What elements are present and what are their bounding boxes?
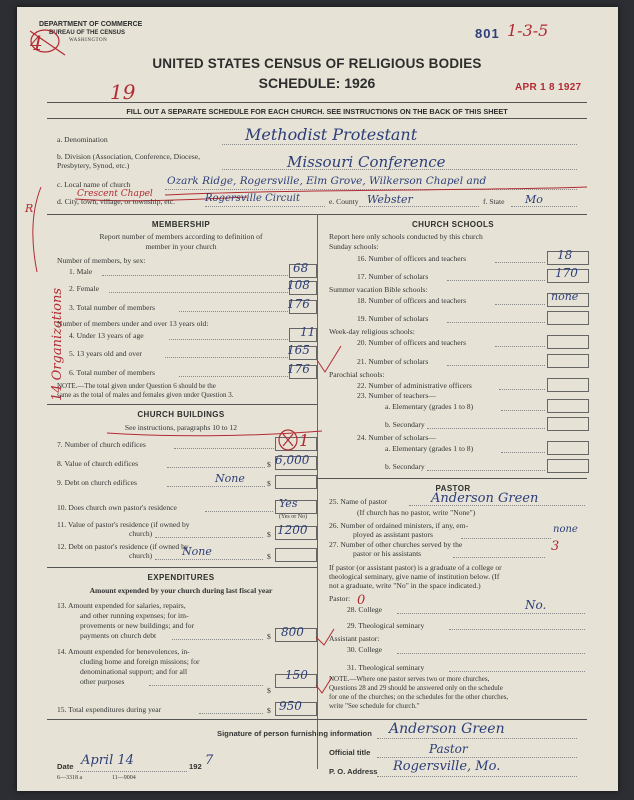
pastor-sublabel: Pastor: [329, 594, 351, 603]
q28-value: No. [525, 598, 547, 612]
q1-value: 68 [293, 261, 309, 275]
q6-value: 176 [287, 362, 310, 376]
q8-label: 8. Value of church edifices [57, 459, 139, 468]
q25-hint: (If church has no pastor, write "None") [357, 508, 476, 517]
graduate-instruction-1: If pastor (or assistant pastor) is a graduate of a college or [329, 563, 502, 572]
local-name-value: Ozark Ridge, Rogersville, Elm Grove, Wilkerson Chapel and [167, 175, 487, 187]
q21-label: 21. Number of scholars [357, 357, 429, 366]
pastor-heading: PASTOR [435, 484, 471, 493]
membership-intro-2: member in your church [145, 242, 217, 251]
state-label: f. State [483, 197, 505, 206]
q23-label: 23. Number of teachers— [357, 391, 436, 400]
circled-mark: 4 [30, 31, 43, 55]
q9-label: 9. Debt on church edifices [57, 478, 137, 487]
q31-label: 31. Theological seminary [347, 663, 425, 672]
expenditures-sub: Amount expended by your church during last fiscal year [89, 586, 273, 595]
division-value: Missouri Conference [287, 153, 446, 171]
q11-label-2: church) [129, 529, 153, 538]
q12-label-2: church) [129, 551, 153, 560]
bureau-name: BUREAU OF THE CENSUS [49, 30, 126, 36]
q24b-label: b. Secondary [385, 462, 425, 471]
q24-label: 24. Number of scholars— [357, 433, 436, 442]
date-value: April 14 [81, 753, 134, 768]
pastor-note-3: for one of the churches; on the schedules for the other churches, [329, 693, 509, 701]
q27-value: 3 [551, 539, 560, 554]
handwritten-number: 19 [110, 80, 136, 104]
q6-label: 6. Total number of members [69, 368, 156, 377]
q26-label-2: ployed as assistant pastors [353, 530, 433, 539]
q3-value: 176 [287, 297, 310, 311]
q14-label-1: 14. Amount expended for benevolences, in- [57, 647, 190, 656]
q25-label: 25. Name of pastor [329, 497, 388, 506]
denomination-value: Methodist Protestant [245, 125, 418, 144]
division-label: b. Division (Association, Conference, Diocese, Presbytery, Synod, etc.) [57, 152, 200, 170]
city-label: d. City, town, village, or township, etc. [57, 197, 176, 206]
q23a-label: a. Elementary (grades 1 to 8) [385, 402, 474, 411]
q23b-label: b. Secondary [385, 420, 425, 429]
q7-label: 7. Number of church edifices [57, 440, 146, 449]
form-number: 801 [475, 26, 500, 41]
summer-schools-label: Summer vacation Bible schools: [329, 285, 428, 294]
graduate-instruction-3: not a graduate, write "No" in the space indicated.) [329, 581, 481, 590]
form-title: UNITED STATES CENSUS OF RELIGIOUS BODIES [152, 56, 482, 71]
q13-label-2: and other running expenses; for im- [80, 611, 189, 620]
pastor-note-4: write "See schedule for church." [329, 702, 420, 710]
date-label: Date [57, 762, 74, 771]
pastor-note-2: Questions 28 and 29 should be answered only on the schedule [329, 684, 503, 692]
q25-value: Anderson Green [431, 491, 539, 506]
q26-value: none [553, 524, 578, 535]
pastor-note-1: NOTE.—Where one pastor serves two or more churches, [329, 675, 490, 683]
members-by-sex-label: Number of members, by sex: [57, 256, 146, 265]
circled-x-icon [277, 428, 299, 452]
sunday-schools-label: Sunday schools: [329, 242, 379, 251]
q13-label-3: provements or new buildings; and for [80, 621, 195, 630]
po-address-label: P. O. Address [329, 767, 378, 776]
q5-label: 5. 13 years old and over [69, 349, 142, 358]
church-schools-heading: CHURCH SCHOOLS [411, 220, 495, 229]
assistant-pastor-sublabel: Assistant pastor: [329, 634, 380, 643]
q18-label: 18. Number of officers and teachers [357, 296, 467, 305]
q12-label: 12. Debt on pastor's residence (if owned by [57, 542, 189, 551]
q28-label: 28. College [347, 605, 383, 614]
handwritten-top-right: 1-3-5 [507, 21, 549, 40]
q20-label: 20. Number of officers and teachers [357, 338, 467, 347]
q15-label: 15. Total expenditures during year [57, 705, 162, 714]
parochial-schools-label: Parochial schools: [329, 370, 385, 379]
census-schedule-sheet: DEPARTMENT OF COMMERCE BUREAU OF THE CENSUS WASHINGTON 4 801 1-3-5 UNITED STATES CENSUS OF RELIGIOUS BODIES SCHEDULE: 1926 19 APR 1 8 1927 FILL OUT A SEPARATE SCHEDULE FOR EACH CHURCH. SEE INSTRUCTIONS ON THE BACK OF THIS SHEET a. Denomination Methodist Protestant b. Division (Association, Conference, Diocese, Presbytery, Synod, etc.) Missouri Conference c. Local name of church Ozark Ridge, Rogersville, Elm Grove, Wilkerson Chapel and Crescent Chapel d. City, town, village, or township, etc. Rogersville Circuit e. County Webster f. State Mo 14 Organizations R MEMBERSHIP Report number of members according to definition of member in your church Number of members, by sex: 1. Male 68 2. Female 108 3. Total number of members 176 Number of members under and over 13 years old: 4. Under 13 years of age 11 5. 13 years old and over 165 6. Total number of members 176 NOTE.—The total given under Question 6 should be the same as the total of males and females given under Question 3. CHURCH BUILDINGS See instructions, paragraphs 10 to 12 7. Number of church edifices 1 8. Value of church edifices $ 6,000 9. Debt on church edifices $ None 10. Does church own pastor's residence Yes (Yes or No) 11. Value of pastor's residence (if owned by church) $ 1200 12. Debt on pastor's residence (if owned by church) $ None EXPENDITURES Amount expended by your church during last fiscal year 13. Amount expended for salaries, repairs, and other running expenses; for im- provements or new buildings; and for payments on church debt $ 800 14. Amount expended for benevolences, in- cluding home and foreign missions; for denominational support; and for all other purposes $ 150 15. Total expenditures during year $ 950 CHURCH SCHOOLS Report here only schools conducted by this church Sunday schools: 16. Number of officers and teachers 18 17. Number of scholars 170 Summer vacation Bible schools: 18. Number of officers and teachers none 19. Number of scholars Week-day religious schools: 20. Number of officers and teachers 21. Number of scholars Parochial schools: 22. Number of administrative officers 23. Number of teachers— a. Elementary (grades 1 to 8) b. Secondary 24. Number of scholars— a. Elementary (grades 1 to 8) b. Secondary PASTOR 25. Name of pastor Anderson Green (If church has no pastor, write "None") 26. Number of ordained ministers, if any, em- ployed as assistant pastors none 27. Number of other churches served by the pastor or his assistants 3 If pastor (or assistant pastor) is a graduate of a college or theological seminary, give name of institution below. (If not a graduate, write "No" in the space indicated.) Pastor: 28. College No. 0 29. Theological seminary Assistant pastor: 30. College 31. Theological seminary NOTE.—Where one pastor serves two or more churches, Questions 28 and 29 should be answered only on the schedule for one of the churches; on the schedules for the other churches, write "See schedule for church." Signature of person furnishing information Anderson Green Official title Pastor Date April 14 192 7 P. O. Address Rogersville, Mo. 6—3318 a 11—9004 [17, 7, 618, 791]
print-code: 11—9004 [112, 775, 136, 781]
q10-hint: (Yes or No) [279, 514, 308, 520]
q2-label: 2. Female [69, 284, 99, 293]
form-code: 6—3318 a [57, 775, 83, 781]
q4-label: 4. Under 13 years of age [69, 331, 144, 340]
q11-label: 11. Value of pastor's residence (if owned by [57, 520, 190, 529]
q30-label: 30. College [347, 645, 383, 654]
membership-note-1: NOTE.—The total given under Question 6 should be the [57, 382, 216, 390]
year-value: 7 [205, 753, 214, 768]
q29-label: 29. Theological seminary [347, 621, 425, 630]
q14-value: 150 [285, 668, 308, 682]
q13-label-4: payments on church debt [80, 631, 157, 640]
q13-label-1: 13. Amount expended for salaries, repairs, [57, 601, 186, 610]
q1-label: 1. Male [69, 267, 93, 276]
received-date-stamp: APR 1 8 1927 [515, 82, 582, 93]
q5-value: 165 [287, 343, 310, 357]
membership-intro-1: Report number of members according to definition of [99, 232, 263, 241]
city-value: Rogersville Circuit [205, 193, 301, 204]
bureau-city: WASHINGTON [69, 38, 108, 43]
q14-label-3: denominational support; and for all [80, 667, 188, 676]
church-buildings-heading: CHURCH BUILDINGS [137, 410, 225, 419]
q17-label: 17. Number of scholars [357, 272, 429, 281]
q27-label-1: 27. Number of other churches served by the [329, 540, 463, 549]
official-title-label: Official title [329, 748, 371, 757]
form-subtitle: SCHEDULE: 1926 [258, 75, 376, 91]
church-schools-intro: Report here only schools conducted by this church [329, 232, 483, 241]
q15-value: 950 [279, 699, 302, 713]
membership-note-2: same as the total of males and females given under Question 3. [57, 391, 234, 399]
q12-value: None [182, 545, 212, 558]
q11-value: 1200 [277, 523, 308, 537]
department-name: DEPARTMENT OF COMMERCE [39, 21, 143, 28]
local-name-label: c. Local name of church [57, 180, 131, 189]
members-by-age-label: Number of members under and over 13 years old: [57, 319, 209, 328]
q8-value: 6,000 [275, 453, 310, 467]
margin-note-organizations: 14 Organizations [50, 287, 66, 402]
q22-label: 22. Number of administrative officers [357, 381, 472, 390]
q26-label-1: 26. Number of ordained ministers, if any, em- [329, 521, 469, 530]
po-address-value: Rogersville, Mo. [393, 759, 501, 774]
denomination-label: a. Denomination [57, 135, 108, 144]
weekday-schools-label: Week-day religious schools: [329, 327, 415, 336]
q24a-label: a. Elementary (grades 1 to 8) [385, 444, 474, 453]
church-buildings-sub: See instructions, paragraphs 10 to 12 [124, 423, 238, 432]
q18-value: none [551, 290, 579, 303]
q17-value: 170 [555, 266, 578, 280]
q19-label: 19. Number of scholars [357, 314, 429, 323]
q13-value: 800 [281, 625, 304, 639]
expenditures-heading: EXPENDITURES [147, 573, 215, 582]
signature-value: Anderson Green [389, 721, 505, 737]
q2-value: 108 [287, 278, 310, 292]
q16-label: 16. Number of officers and teachers [357, 254, 467, 263]
q10-value: Yes [279, 497, 298, 510]
signature-label: Signature of person furnishing information [217, 729, 372, 738]
q14-label-2: cluding home and foreign missions; for [80, 657, 200, 666]
instruction-line: FILL OUT A SEPARATE SCHEDULE FOR EACH CHURCH. SEE INSTRUCTIONS ON THE BACK OF THIS SHEET [126, 107, 508, 116]
county-value: Webster [367, 193, 413, 206]
q14-label-4: other purposes [80, 677, 125, 686]
membership-heading: MEMBERSHIP [151, 220, 211, 229]
q27-label-2: pastor or his assistants [353, 549, 422, 558]
county-label: e. County [329, 197, 359, 206]
q16-value: 18 [557, 248, 573, 262]
circle-mark-icon [25, 27, 69, 57]
q3-label: 3. Total number of members [69, 303, 156, 312]
q9-value: None [215, 472, 245, 485]
graduate-instruction-2: theological seminary, give name of institution below. (If [329, 572, 500, 581]
year-prefix: 192 [189, 762, 202, 771]
local-name-value-continued: Crescent Chapel [77, 189, 153, 199]
q7-value: 1 [299, 431, 310, 450]
svg-text:R: R [25, 202, 34, 215]
q10-label: 10. Does church own pastor's residence [57, 503, 177, 512]
q4-value: 11 [300, 325, 316, 339]
state-value: Mo [525, 193, 543, 206]
official-title-value: Pastor [429, 742, 468, 756]
